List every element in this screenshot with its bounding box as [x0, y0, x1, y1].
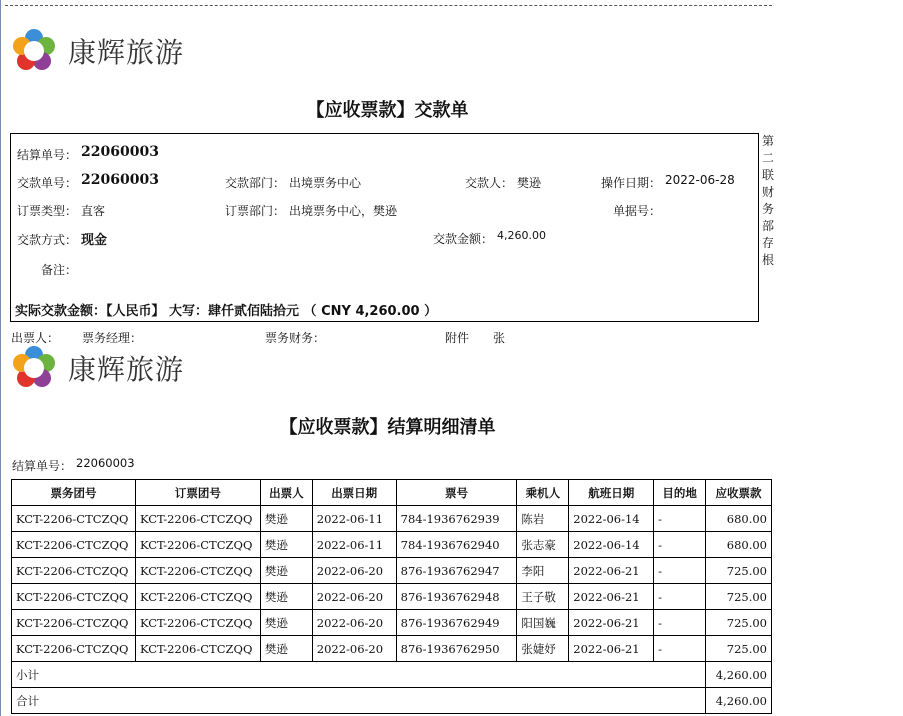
col-header: 应收票款 — [706, 480, 772, 506]
flower-logo-icon — [10, 344, 58, 392]
total-value: 4,260.00 — [706, 688, 772, 714]
payer-value: 樊逊 — [517, 176, 542, 190]
cell: 725.00 — [706, 558, 772, 584]
cell: 876-1936762947 — [396, 558, 517, 584]
pay-dept-value: 出境票务中心 — [289, 176, 362, 190]
cell: 725.00 — [706, 636, 772, 662]
side-char: 务 — [762, 202, 775, 216]
cell: 2022-06-21 — [569, 636, 654, 662]
cell: 阳国巍 — [517, 610, 569, 636]
total-label: 合计 — [12, 688, 706, 714]
cell: 2022-06-14 — [569, 506, 654, 532]
actual-amount-summary: 实际交款金额：【人民币】 大写：肆仟贰佰陆拾元 （ CNY 4,260.00 ） — [15, 304, 438, 319]
cell: 陈岩 — [517, 506, 569, 532]
attachment-label: 附件 — [445, 331, 470, 345]
cell: KCT-2206-CTCZQQ — [135, 558, 260, 584]
remark-label: 备注： — [41, 263, 78, 277]
cell: 樊逊 — [260, 506, 312, 532]
cell: KCT-2206-CTCZQQ — [135, 610, 260, 636]
col-header: 票号 — [396, 480, 517, 506]
brand-logo-second — [10, 344, 184, 392]
amount-value: 4,260.00 — [497, 229, 546, 242]
receipt-title: 【应收票款】交款单 — [306, 100, 469, 121]
cell: 725.00 — [706, 584, 772, 610]
order-dept-label: 订票部门： — [225, 204, 286, 218]
brand-name: 康辉旅游 — [68, 353, 185, 386]
brand-name: 康辉旅游 — [68, 36, 185, 69]
finance-label: 票务财务： — [265, 331, 326, 345]
cell: KCT-2206-CTCZQQ — [135, 532, 260, 558]
cell: - — [654, 558, 706, 584]
cell: 樊逊 — [260, 558, 312, 584]
subtotal-row — [12, 662, 772, 688]
table-row — [12, 584, 772, 610]
amount-label: 交款金额： — [433, 232, 494, 246]
cell: 樊逊 — [260, 636, 312, 662]
col-header: 乘机人 — [517, 480, 569, 506]
order-dept-value: 出境票务中心，樊逊 — [289, 204, 398, 218]
cell: - — [654, 506, 706, 532]
cell: KCT-2206-CTCZQQ — [135, 636, 260, 662]
cut-line — [5, 5, 772, 6]
col-header: 订票团号 — [135, 480, 260, 506]
cell: 725.00 — [706, 610, 772, 636]
cell: KCT-2206-CTCZQQ — [12, 506, 136, 532]
table-row — [12, 506, 772, 532]
attachment-unit: 张 — [493, 331, 506, 345]
cell: KCT-2206-CTCZQQ — [12, 636, 136, 662]
col-header: 航班日期 — [569, 480, 654, 506]
side-stub-text — [762, 133, 776, 269]
ticket-type-label: 订票类型： — [17, 204, 78, 218]
side-char: 部 — [762, 219, 775, 233]
col-header: 票务团号 — [12, 480, 136, 506]
cell: 樊逊 — [260, 584, 312, 610]
cell: 784-1936762939 — [396, 506, 517, 532]
method-value: 现金 — [81, 233, 108, 248]
side-char: 第 — [762, 134, 775, 148]
side-char: 二 — [762, 151, 775, 165]
pay-dept-label: 交款部门： — [225, 176, 286, 190]
cell: KCT-2206-CTCZQQ — [12, 610, 136, 636]
cell: 876-1936762949 — [396, 610, 517, 636]
subtotal-value: 4,260.00 — [706, 662, 772, 688]
cell: 2022-06-20 — [312, 610, 396, 636]
table-row — [12, 636, 772, 662]
cell: KCT-2206-CTCZQQ — [12, 532, 136, 558]
cell: - — [654, 636, 706, 662]
pay-no-value: 22060003 — [81, 172, 159, 188]
cell: 784-1936762940 — [396, 532, 517, 558]
issuer-label: 出票人： — [11, 331, 60, 345]
cell: 876-1936762948 — [396, 584, 517, 610]
side-char: 财 — [762, 185, 775, 199]
cell: 2022-06-11 — [312, 506, 396, 532]
cell: - — [654, 532, 706, 558]
col-header: 出票人 — [260, 480, 312, 506]
method-label: 交款方式： — [17, 233, 78, 247]
detail-title: 【应收票款】结算明细清单 — [279, 417, 496, 438]
side-char: 根 — [762, 253, 775, 267]
brand-logo — [10, 27, 184, 75]
cell: 2022-06-21 — [569, 610, 654, 636]
cell: - — [654, 584, 706, 610]
ticket-type-value: 直客 — [81, 204, 106, 218]
settle-no-label: 结算单号： — [17, 148, 78, 162]
cell: 2022-06-11 — [312, 532, 396, 558]
detail-settle-no-label: 结算单号： — [12, 459, 73, 473]
side-char: 存 — [762, 236, 775, 250]
cell: 李阳 — [517, 558, 569, 584]
pay-no-label: 交款单号： — [17, 176, 78, 190]
table-row — [12, 610, 772, 636]
op-date-label: 操作日期： — [601, 176, 662, 190]
cell: KCT-2206-CTCZQQ — [12, 584, 136, 610]
cell: 680.00 — [706, 532, 772, 558]
cell: 2022-06-20 — [312, 636, 396, 662]
cell: 张婕妤 — [517, 636, 569, 662]
cell: 2022-06-20 — [312, 558, 396, 584]
manager-label: 票务经理： — [82, 331, 143, 345]
cell: 876-1936762950 — [396, 636, 517, 662]
col-header: 出票日期 — [312, 480, 396, 506]
table-row — [12, 532, 772, 558]
total-row — [12, 688, 772, 714]
cell: KCT-2206-CTCZQQ — [135, 506, 260, 532]
cell: KCT-2206-CTCZQQ — [135, 584, 260, 610]
detail-table — [11, 479, 772, 714]
cell: KCT-2206-CTCZQQ — [12, 558, 136, 584]
col-header: 目的地 — [654, 480, 706, 506]
table-row — [12, 558, 772, 584]
subtotal-label: 小计 — [12, 662, 706, 688]
cell: 2022-06-14 — [569, 532, 654, 558]
flower-logo-icon — [10, 27, 58, 75]
voucher-label: 单据号： — [613, 204, 662, 218]
cell: 680.00 — [706, 506, 772, 532]
cell: 2022-06-21 — [569, 558, 654, 584]
detail-settle-no-value: 22060003 — [76, 456, 135, 470]
table-header-row — [12, 480, 772, 506]
cell: 樊逊 — [260, 610, 312, 636]
op-date-value: 2022-06-28 — [665, 173, 735, 187]
cell: 2022-06-20 — [312, 584, 396, 610]
cell: - — [654, 610, 706, 636]
side-char: 联 — [762, 168, 775, 182]
cell: 王子敬 — [517, 584, 569, 610]
payer-label: 交款人： — [465, 176, 514, 190]
settle-no-value: 22060003 — [81, 144, 159, 160]
cell: 樊逊 — [260, 532, 312, 558]
cell: 张志豪 — [517, 532, 569, 558]
cell: 2022-06-21 — [569, 584, 654, 610]
receipt-box — [10, 133, 759, 322]
